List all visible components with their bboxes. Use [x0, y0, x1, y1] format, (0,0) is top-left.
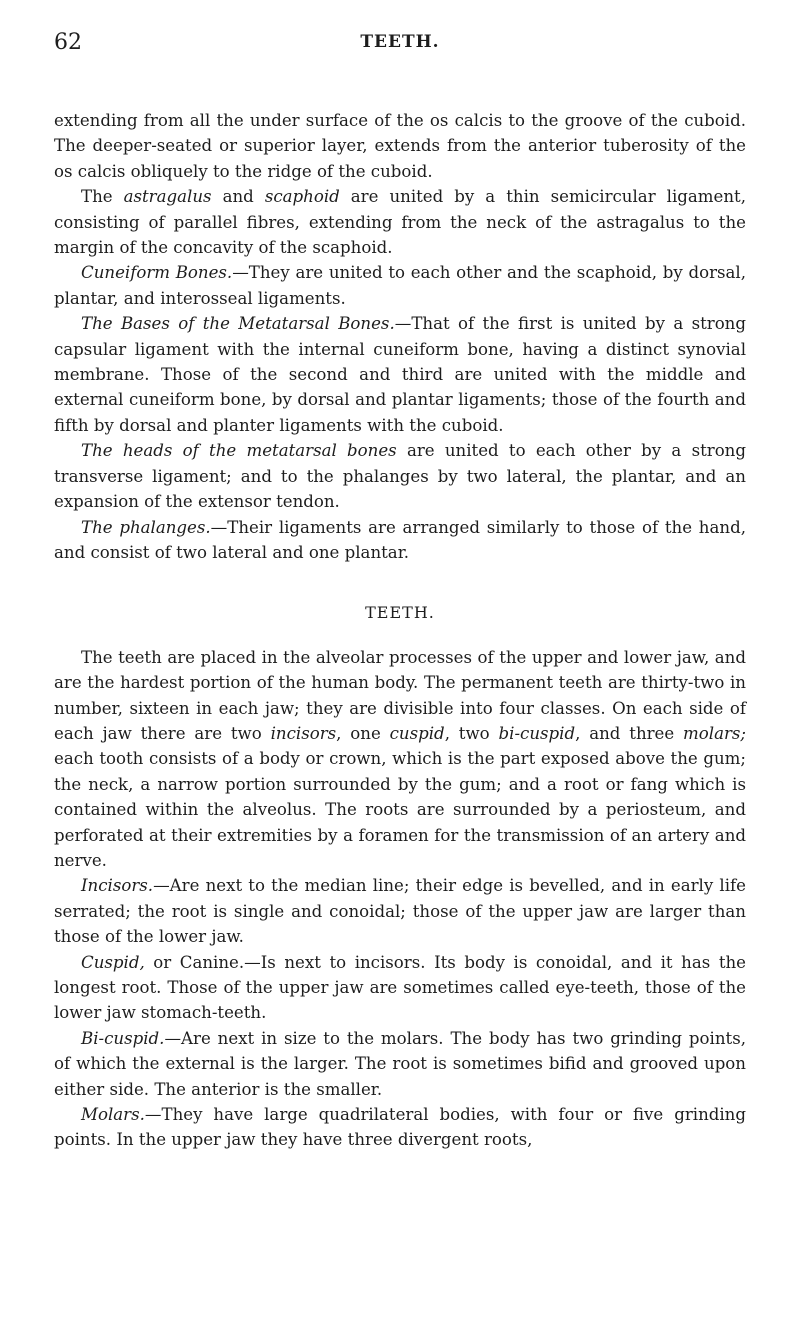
paragraph-astragalus-scaphoid	[54, 184, 746, 260]
paragraph-text: and	[211, 187, 265, 207]
paragraph-text: each tooth consists of a body or crown, which is the part exposed above the gum; the neck, a narrow portion surrounded by the gum; and a root or fang which is contained within the alveolus. The roots are surrounded by a periosteum, and perforated at their extremities by a foramen for the transmission of an artery and nerve.	[54, 749, 746, 870]
paragraph-text: are united by a thin semicircular ligament, consisting of parallel fibres, extending from the neck of the astragalus to the margin of the concavity of the scaphoid.	[54, 187, 746, 258]
term-cuspid-heading: Cuspid,	[81, 952, 145, 972]
paragraph-text: —That of the first is united by a strong capsular ligament with the internal cuneiform bone, having a distinct synovial membrane. Those of the second and third are united with the middle and external cuneiform bone, by dorsal and plantar ligaments; those of the fourth and fifth by dorsal and planter ligaments with the cuboid.	[54, 314, 746, 435]
section-heading-teeth: TEETH.	[365, 603, 435, 623]
running-title: TEETH.	[360, 32, 440, 52]
paragraph-phalanges	[54, 515, 746, 566]
paragraph-metatarsal-heads	[54, 438, 746, 514]
term-cuspid: cuspid	[389, 723, 445, 743]
body-text	[54, 108, 746, 1153]
paragraph-teeth-intro	[54, 645, 746, 874]
paragraph-molars	[54, 1102, 746, 1153]
paragraph-plantar-ligament-continued	[54, 108, 746, 184]
paragraph-text: or Canine.—Is next to incisors. Its body is conoidal, and it has the longest root. Those of the upper jaw are sometimes called eye-teeth, those of the lower jaw stomach-teeth.	[54, 952, 746, 1023]
term-incisors-heading: Incisors.	[81, 876, 154, 896]
paragraph-cuspid	[54, 950, 746, 1026]
term-metatarsal-heads: The heads of the metatarsal bones	[81, 441, 397, 461]
term-metatarsal-bases: The Bases of the Metatarsal Bones.	[81, 314, 395, 334]
paragraph-text: The	[81, 187, 124, 207]
term-bi-cuspid: bi-cuspid	[498, 723, 576, 743]
paragraph-text: —They have large quadrilateral bodies, with four or five grinding points. In the upper jaw they have three divergent roots,	[54, 1105, 746, 1150]
page-number: 62	[54, 30, 82, 55]
paragraph-text: —Are next to the median line; their edge is bevelled, and in early life serrated; the root is single and conoidal; those of the upper jaw are larger than those of the lower jaw.	[54, 876, 746, 947]
term-incisors: incisors	[270, 723, 337, 743]
term-cuneiform-bones: Cuneiform Bones.	[81, 263, 233, 283]
paragraph-text: , one	[336, 723, 390, 743]
term-astragalus: astragalus	[123, 187, 212, 207]
paragraph-text: —Their ligaments are arranged similarly to those of the hand, and consist of two lateral and one plantar.	[54, 517, 746, 562]
paragraph-text: The teeth are placed in the alveolar processes of the upper and lower jaw, and are the hardest portion of the human body. The permanent teeth are thirty-two in number, sixteen in each jaw; they are divisible into four classes. On each side of each jaw there are two	[54, 647, 746, 743]
term-phalanges: The phalanges.	[81, 517, 211, 537]
paragraph-bi-cuspid	[54, 1026, 746, 1102]
paragraph-metatarsal-bases	[54, 311, 746, 438]
paragraph-cuneiform-bones	[54, 260, 746, 311]
term-molars: molars;	[683, 723, 747, 743]
running-head	[54, 30, 746, 62]
paragraph-text: , and three	[575, 723, 684, 743]
paragraph-text: extending from all the under surface of the os calcis to the groove of the cuboid. The deeper-seated or superior layer, extends from the anterior tuberosity of the os calcis obliquely to the ridge of the cuboid.	[54, 111, 746, 181]
paragraph-text: are united to each other by a strong transverse ligament; and to the phalanges by two lateral, the plantar, and an expansion of the extensor tendon.	[54, 441, 746, 512]
paragraph-text: —Are next in size to the molars. The body has two grinding points, of which the external is the larger. The root is sometimes bifid and grooved upon either side. The anterior is the smaller.	[54, 1028, 746, 1099]
paragraph-text: , two	[444, 723, 499, 743]
term-bi-cuspid-heading: Bi-cuspid.	[81, 1028, 165, 1048]
paragraph-incisors	[54, 873, 746, 949]
paragraph-text: —They are united to each other and the scaphoid, by dorsal, plantar, and interosseal ligaments.	[54, 263, 746, 308]
term-molars-heading: Molars.	[81, 1105, 145, 1125]
term-scaphoid: scaphoid	[264, 187, 340, 207]
